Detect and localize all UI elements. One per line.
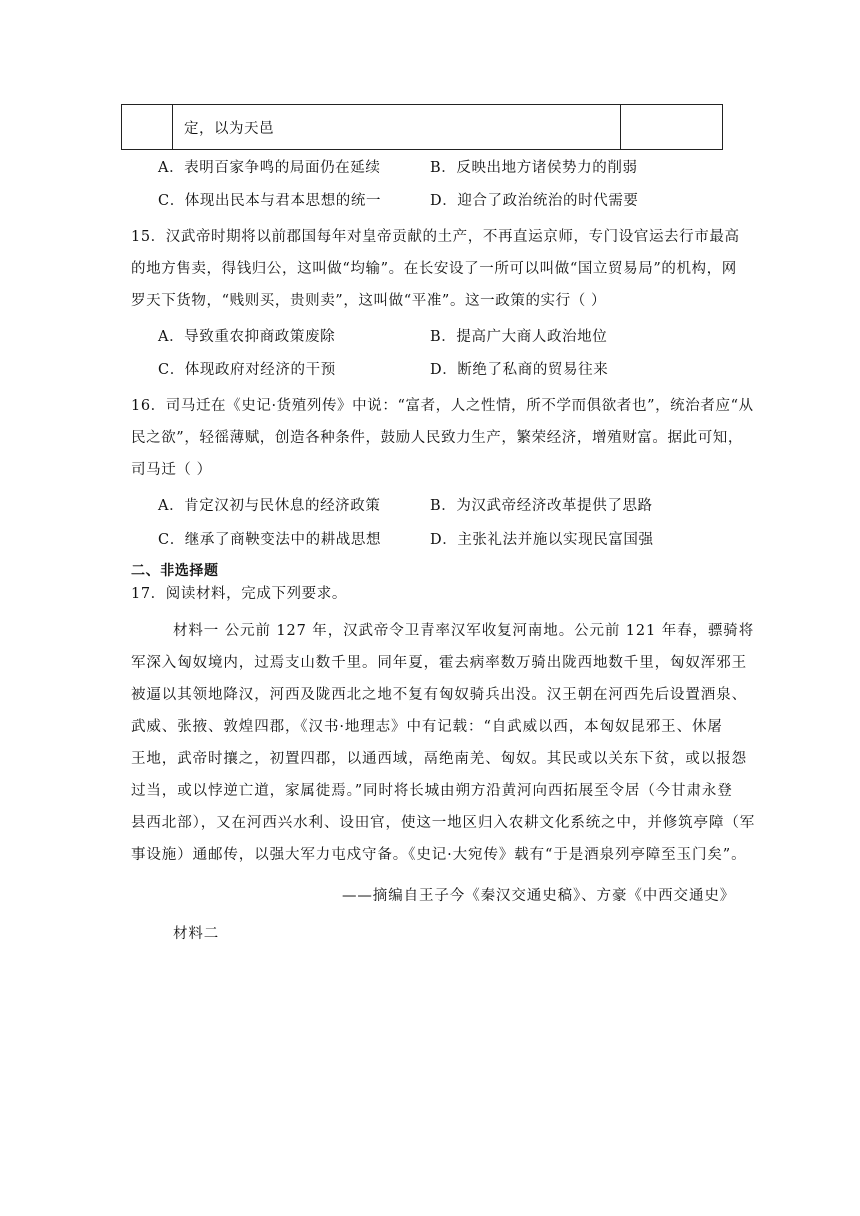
table-cell-text: 定，以为天邑 (184, 121, 274, 137)
q16-option-b: B．为汉武帝经济改革提供了思路 (430, 498, 653, 514)
q17-prompt: 17．阅读材料，完成下列要求。 (131, 586, 347, 602)
material1-line-4: 武威、张掖、敦煌四郡，《汉书·地理志》中有记载：“自武威以西，本匈奴昆邪王、休屠 (131, 719, 723, 735)
q15-option-d: D．断绝了私商的贸易往来 (430, 362, 609, 378)
table-cell-left (122, 105, 173, 149)
material1-line-3: 被逼以其领地降汉，河西及陇西北之地不复有匈奴骑兵出没。汉王朝在河西先后设置酒泉、 (131, 687, 747, 703)
q15-option-b: B．提高广大商人政治地位 (430, 329, 608, 345)
material1-line-2: 军深入匈奴境内，过焉支山数千里。同年夏，霍去病率数万骑出陇西地数千里，匈奴浑邪王 (131, 655, 747, 671)
q15-stem-line-3: 罗天下货物，“贱则买，贵则卖”，这叫做“平准”。这一政策的实行（ ） (131, 293, 607, 309)
q16-option-d: D．主张礼法并施以实现民富国强 (430, 532, 654, 548)
section-heading: 二、非选择题 (131, 563, 219, 579)
q15-option-c: C．体现政府对经济的干预 (158, 362, 336, 378)
material1-line-5: 王地，武帝时攘之，初置四郡，以通西域，鬲绝南羌、匈奴。其民或以关东下贫，或以报怨 (131, 751, 747, 767)
material1-line-6: 过当，或以悖逆亡道，家属徙焉。”同时将长城由朔方沿黄河向西拓展至令居（今甘肃永登 (131, 783, 733, 799)
table-cell-divider (620, 105, 621, 149)
material1-line-7: 县西北部），又在河西兴水利、设田官，使这一地区归入农耕文化系统之中，并修筑亭障（军 (131, 815, 756, 831)
table-fragment (121, 104, 723, 150)
q16-stem-line-2: 民之欲”，轻徭薄赋，创造各种条件，鼓励人民致力生产，繁荣经济，增殖财富。据此可知， (131, 430, 744, 446)
material1-line-1: 材料一 公元前 127 年，汉武帝令卫青率汉军收复河南地。公元前 121 年春，骠骑将 (173, 623, 755, 639)
material2-label: 材料二 (173, 926, 220, 942)
q14-option-a: A．表明百家争鸣的局面仍在延续 (158, 160, 381, 176)
q14-option-c: C．体现出民本与君本思想的统一 (158, 193, 382, 209)
q16-stem-line-1: 16．司马迁在《史记·货殖列传》中说：“富者，人之性情，所不学而俱欲者也”，统治者应“从 (131, 398, 754, 414)
q16-stem-line-3: 司马迁（ ） (131, 462, 212, 478)
q14-option-b: B．反映出地方诸侯势力的削弱 (430, 160, 638, 176)
q16-option-c: C．继承了商鞅变法中的耕战思想 (158, 532, 382, 548)
q15-option-a: A．导致重农抑商政策废除 (158, 329, 336, 345)
material1-line-8: 事设施）通邮传，以强大军力屯戍守备。《史记·大宛传》载有“于是酒泉列亭障至玉门矣”。 (131, 847, 747, 863)
q15-stem-line-2: 的地方售卖，得钱归公，这叫做“均输”。在长安设了一所可以叫做“国立贸易局”的机构，网 (131, 261, 737, 277)
q16-option-a: A．肯定汉初与民休息的经济政策 (158, 498, 381, 514)
q15-stem-line-1: 15．汉武帝时期将以前郡国每年对皇帝贡献的土产，不再直运京师，专门设官运去行市最高 (131, 229, 740, 245)
q14-option-d: D．迎合了政治统治的时代需要 (430, 193, 639, 209)
material1-source: ——摘编自王子今《秦汉交通史稿》、方豪《中西交通史》 (342, 888, 736, 904)
